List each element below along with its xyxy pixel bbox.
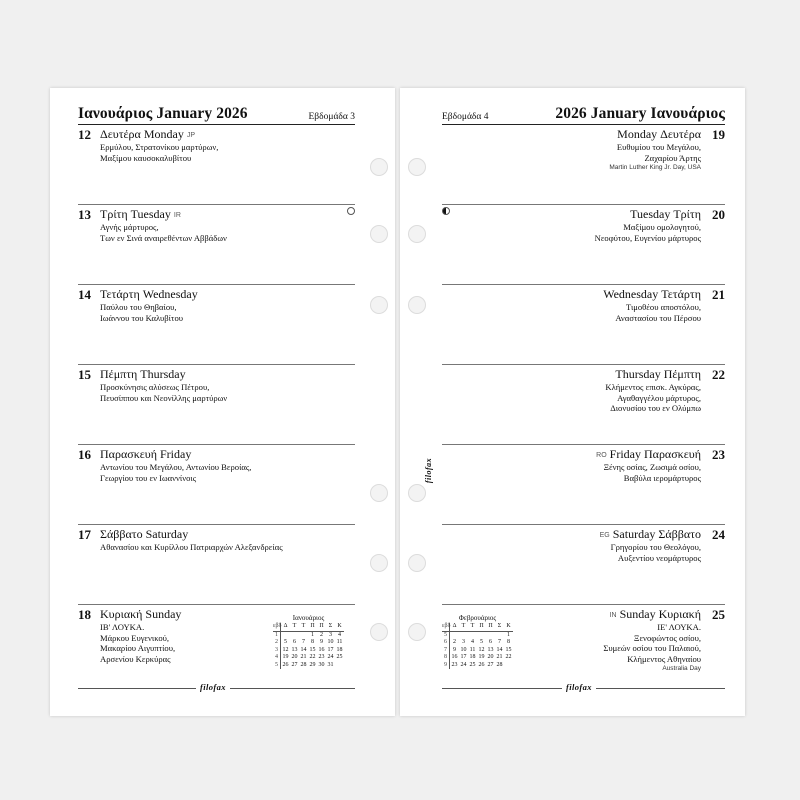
binder-hole bbox=[370, 484, 388, 502]
country-code: EG bbox=[599, 532, 610, 539]
binder-hole bbox=[370, 225, 388, 243]
day-title: RO Friday Παρασκευή bbox=[596, 447, 701, 461]
holiday-note: Martin Luther King Jr. Day, USA bbox=[609, 164, 701, 171]
calendar-date[interactable]: 14 bbox=[300, 646, 307, 653]
calendar-date[interactable]: 10 bbox=[460, 646, 467, 653]
mini-calendar-title: Ιανουάριος bbox=[292, 614, 325, 622]
day-number: 25 bbox=[712, 607, 725, 622]
calendar-date[interactable]: 2 bbox=[320, 631, 323, 638]
week-number: 5 bbox=[442, 632, 450, 640]
calendar-date[interactable]: 6 bbox=[293, 639, 296, 645]
calendar-date[interactable] bbox=[477, 632, 486, 640]
calendar-date[interactable] bbox=[281, 632, 290, 640]
name-days: Ξένης οσίας, Ζωσιμά οσίου, Βαβύλα ιερομάρτυρος bbox=[603, 462, 701, 483]
week-number: 4 bbox=[273, 654, 281, 662]
day-number: 24 bbox=[712, 527, 725, 542]
calendar-date[interactable]: 17 bbox=[327, 646, 334, 653]
filofax-logo: filofax bbox=[562, 682, 596, 692]
spine-filofax-logo: filofax bbox=[424, 457, 434, 484]
country-code: IN bbox=[609, 612, 617, 619]
calendar-date[interactable] bbox=[299, 632, 308, 640]
calendar-date[interactable]: 18 bbox=[469, 654, 476, 660]
day-number: 18 bbox=[78, 607, 91, 622]
calendar-date[interactable]: 18 bbox=[336, 646, 343, 653]
weekday-header: Δ bbox=[281, 623, 290, 632]
day-number: 22 bbox=[712, 367, 725, 382]
calendar-date[interactable]: 15 bbox=[309, 646, 316, 653]
calendar-date[interactable]: 20 bbox=[291, 654, 298, 660]
calendar-date[interactable]: 8 bbox=[507, 639, 510, 645]
calendar-date[interactable]: 4 bbox=[471, 639, 474, 645]
calendar-date[interactable]: 11 bbox=[336, 639, 343, 645]
day-cell-14[interactable] bbox=[78, 284, 355, 365]
week-number: 6 bbox=[442, 639, 450, 647]
weekday-header: Π bbox=[308, 623, 317, 632]
calendar-date[interactable]: 5 bbox=[480, 639, 483, 645]
weekday-header: Τ bbox=[299, 623, 308, 632]
day-number: 12 bbox=[78, 127, 91, 142]
binder-hole bbox=[408, 225, 426, 243]
day-title: Wednesday Τετάρτη bbox=[603, 287, 701, 301]
mini-calendar-february bbox=[442, 614, 513, 669]
name-days: Παύλου του Θηβαίου, Ιωάννου του Καλυβίτου bbox=[100, 302, 183, 323]
day-cell-21[interactable] bbox=[442, 284, 725, 365]
name-days: Ερμύλου, Στρατονίκου μαρτύρων, Μαξίμου καυσοκαλυβίτου bbox=[100, 142, 219, 163]
day-title: Monday Δευτέρα bbox=[617, 127, 701, 141]
week-number: 2 bbox=[273, 639, 281, 647]
week-number: 5 bbox=[273, 662, 281, 670]
weekday-header: Τ bbox=[290, 623, 299, 632]
calendar-date[interactable] bbox=[290, 632, 299, 640]
calendar-date[interactable]: 31 bbox=[327, 661, 334, 668]
day-cell-15[interactable] bbox=[78, 364, 355, 445]
week-number: 3 bbox=[273, 647, 281, 655]
calendar-date[interactable]: 13 bbox=[291, 646, 298, 653]
left-month-title: Ιανουάριος January 2026 bbox=[78, 105, 248, 122]
calendar-date[interactable]: 5 bbox=[284, 639, 287, 645]
binder-hole bbox=[408, 158, 426, 176]
weekday-header: Σ bbox=[495, 623, 504, 632]
name-days: ΙΒ' ΛΟΥΚΑ. Μάρκου Ευγενικού, Μακαρίου Αιγυπτίου, Αρσενίου Κερκύρας bbox=[100, 622, 176, 664]
mini-calendar-grid bbox=[442, 623, 513, 669]
calendar-date[interactable]: 16 bbox=[451, 654, 458, 660]
calendar-date[interactable] bbox=[504, 662, 513, 670]
calendar-date[interactable] bbox=[459, 632, 468, 640]
calendar-date[interactable]: 7 bbox=[302, 639, 305, 645]
calendar-date[interactable]: 29 bbox=[309, 661, 316, 668]
calendar-date[interactable]: 25 bbox=[336, 654, 343, 660]
calendar-date[interactable]: 3 bbox=[462, 639, 465, 645]
country-code: RO bbox=[596, 452, 607, 459]
day-title: Πέμπτη Thursday bbox=[100, 367, 186, 381]
day-title: Tuesday Τρίτη bbox=[630, 207, 701, 221]
weekday-header: Π bbox=[317, 623, 326, 632]
mini-calendar-title: Φεβρουάριος bbox=[458, 614, 497, 622]
binder-hole bbox=[408, 623, 426, 641]
day-cell-23[interactable] bbox=[442, 444, 725, 525]
calendar-date[interactable]: 30 bbox=[318, 661, 325, 668]
calendar-date[interactable]: 1 bbox=[507, 631, 510, 638]
name-days: Κλήμεντος επισκ. Αγκύρας, Αγαθαγγέλου μάρτυρος, Διονυσίου του εν Ολύμπω bbox=[605, 382, 701, 413]
calendar-date[interactable]: 23 bbox=[318, 654, 325, 660]
calendar-date[interactable]: 7 bbox=[498, 639, 501, 645]
day-cell-19[interactable] bbox=[442, 124, 725, 205]
name-days: Ευθυμίου του Μεγάλου, Ζαχαρίου Άρτης Martin Luther King Jr. Day, USA bbox=[609, 142, 701, 174]
holiday-note: Australia Day bbox=[662, 665, 701, 672]
weekday-header: Δ bbox=[450, 623, 459, 632]
day-cell-16[interactable] bbox=[78, 444, 355, 525]
calendar-date[interactable]: 27 bbox=[291, 661, 298, 668]
week-number: 7 bbox=[442, 647, 450, 655]
week-number: 8 bbox=[442, 654, 450, 662]
left-page-header bbox=[78, 100, 355, 125]
weekday-header: Τ bbox=[468, 623, 477, 632]
calendar-date[interactable]: 1 bbox=[311, 631, 314, 638]
name-days: ΙΕ' ΛΟΥΚΑ. Ξενοφώντος οσίου, Συμεών οσίου του Παλαιού, Κλήμεντος Αθηναίου Australia Day bbox=[603, 622, 701, 675]
calendar-date[interactable]: 19 bbox=[478, 654, 485, 660]
calendar-date[interactable]: 2 bbox=[453, 639, 456, 645]
day-title: Τετάρτη Wednesday bbox=[100, 287, 198, 301]
calendar-date[interactable] bbox=[495, 632, 504, 640]
weekday-header: Σ bbox=[326, 623, 335, 632]
weekday-header: Τ bbox=[459, 623, 468, 632]
right-page-header bbox=[442, 100, 725, 125]
mini-calendar-grid bbox=[273, 623, 344, 669]
calendar-date[interactable]: 27 bbox=[487, 661, 494, 668]
day-cell-12[interactable] bbox=[78, 124, 355, 205]
name-days: Προσκύνησις αλύσεως Πέτρου, Πευσίππου και Νεονίλλης μαρτύρων bbox=[100, 382, 228, 403]
last-quarter-moon-icon bbox=[442, 207, 450, 215]
calendar-date[interactable]: 11 bbox=[469, 646, 476, 653]
calendar-date[interactable]: 22 bbox=[309, 654, 316, 660]
binder-hole bbox=[408, 554, 426, 572]
binder-hole bbox=[408, 484, 426, 502]
binder-hole bbox=[370, 296, 388, 314]
day-number: 23 bbox=[712, 447, 725, 462]
country-code: IR bbox=[173, 212, 181, 219]
day-title: Τρίτη Tuesday IR bbox=[100, 207, 181, 221]
calendar-date[interactable]: 4 bbox=[338, 631, 341, 638]
calendar-date[interactable]: 12 bbox=[478, 646, 485, 653]
calendar-date[interactable] bbox=[335, 662, 344, 670]
right-footer-rule bbox=[442, 682, 725, 692]
name-days: Αγνής μάρτυρος, Των εν Σινά αναιρεθέντων Αββάδων bbox=[100, 222, 227, 243]
calendar-date[interactable]: 25 bbox=[469, 661, 476, 668]
day-number: 15 bbox=[78, 367, 91, 382]
country-code: JP bbox=[186, 132, 196, 139]
calendar-date[interactable]: 9 bbox=[453, 646, 456, 653]
day-title: IN Sunday Κυριακή bbox=[609, 607, 701, 621]
calendar-date[interactable]: 28 bbox=[496, 661, 503, 668]
binder-hole bbox=[408, 296, 426, 314]
right-week-label: Εβδομάδα 4 bbox=[442, 112, 489, 122]
name-days: Τιμοθέου αποστόλου, Αναστασίου του Πέρσου bbox=[615, 302, 701, 323]
calendar-date[interactable]: 8 bbox=[311, 639, 314, 645]
calendar-date[interactable]: 26 bbox=[282, 661, 289, 668]
binder-hole bbox=[370, 554, 388, 572]
calendar-date[interactable]: 19 bbox=[282, 654, 289, 660]
day-cell-20[interactable] bbox=[442, 204, 725, 285]
calendar-date[interactable]: 23 bbox=[451, 661, 458, 668]
calendar-date[interactable]: 12 bbox=[282, 646, 289, 653]
day-title: Thursday Πέμπτη bbox=[615, 367, 701, 381]
day-number: 16 bbox=[78, 447, 91, 462]
mini-calendar-january bbox=[273, 614, 344, 669]
weekday-header: Π bbox=[486, 623, 495, 632]
day-number: 19 bbox=[712, 127, 725, 142]
calendar-date[interactable]: 3 bbox=[329, 631, 332, 638]
right-planner-page bbox=[400, 88, 745, 716]
calendar-date[interactable] bbox=[486, 632, 495, 640]
day-number: 13 bbox=[78, 207, 91, 222]
day-number: 14 bbox=[78, 287, 91, 302]
day-number: 20 bbox=[712, 207, 725, 222]
day-title: Δευτέρα Monday JP bbox=[100, 127, 196, 141]
calendar-date[interactable]: 21 bbox=[300, 654, 307, 660]
calendar-date[interactable] bbox=[468, 632, 477, 640]
name-days: Αθανασίου και Κυρίλλου Πατριαρχών Αλεξανδρείας bbox=[100, 542, 283, 552]
left-footer-rule bbox=[78, 682, 355, 692]
calendar-date[interactable] bbox=[450, 632, 459, 640]
calendar-date[interactable]: 24 bbox=[460, 661, 467, 668]
day-cell-13[interactable] bbox=[78, 204, 355, 285]
week-header: εβδ bbox=[442, 623, 450, 632]
calendar-date[interactable]: 17 bbox=[460, 654, 467, 660]
name-days: Μαξίμου ομολογητού, Νεοφύτου, Ευγενίου μάρτυρος bbox=[594, 222, 701, 243]
day-number: 17 bbox=[78, 527, 91, 542]
calendar-date[interactable]: 13 bbox=[487, 646, 494, 653]
calendar-date[interactable]: 15 bbox=[505, 646, 512, 653]
week-number: 1 bbox=[273, 632, 281, 640]
calendar-date[interactable]: 26 bbox=[478, 661, 485, 668]
left-planner-page bbox=[50, 88, 395, 716]
day-title: EG Saturday Σάββατο bbox=[599, 527, 701, 541]
day-title: Παρασκευή Friday bbox=[100, 447, 192, 461]
day-number: 21 bbox=[712, 287, 725, 302]
calendar-date[interactable]: 24 bbox=[327, 654, 334, 660]
calendar-date[interactable]: 20 bbox=[487, 654, 494, 660]
day-title: Σάββατο Saturday bbox=[100, 527, 189, 541]
name-days: Αντωνίου του Μεγάλου, Αντωνίου Βεροίας, Γεωργίου του εν Ιωαννίνοις bbox=[100, 462, 252, 483]
calendar-date[interactable]: 10 bbox=[327, 639, 334, 645]
calendar-date[interactable]: 14 bbox=[496, 646, 503, 653]
filofax-logo: filofax bbox=[196, 682, 230, 692]
day-cell-22[interactable] bbox=[442, 364, 725, 445]
weekday-header: Κ bbox=[504, 623, 513, 632]
week-header: εβδ bbox=[273, 623, 281, 632]
binder-hole bbox=[370, 158, 388, 176]
full-moon-icon bbox=[347, 207, 355, 215]
name-days: Γρηγορίου του Θεολόγου, Αυξεντίου νεομάρτυρος bbox=[610, 542, 701, 563]
week-number: 9 bbox=[442, 662, 450, 670]
day-cell-18[interactable] bbox=[78, 604, 355, 686]
weekday-header: Κ bbox=[335, 623, 344, 632]
weekday-header: Π bbox=[477, 623, 486, 632]
day-cell-17[interactable] bbox=[78, 524, 355, 605]
right-month-title: 2026 January Ιανουάριος bbox=[555, 105, 725, 122]
left-week-label: Εβδομάδα 3 bbox=[308, 112, 355, 122]
binder-hole bbox=[370, 623, 388, 641]
calendar-date[interactable]: 16 bbox=[318, 646, 325, 653]
day-cell-25[interactable] bbox=[442, 604, 725, 686]
day-cell-24[interactable] bbox=[442, 524, 725, 605]
calendar-date[interactable]: 28 bbox=[300, 661, 307, 668]
day-title: Κυριακή Sunday bbox=[100, 607, 182, 621]
calendar-date[interactable]: 21 bbox=[496, 654, 503, 660]
calendar-date[interactable]: 9 bbox=[320, 639, 323, 645]
calendar-date[interactable]: 22 bbox=[505, 654, 512, 660]
calendar-date[interactable]: 6 bbox=[489, 639, 492, 645]
